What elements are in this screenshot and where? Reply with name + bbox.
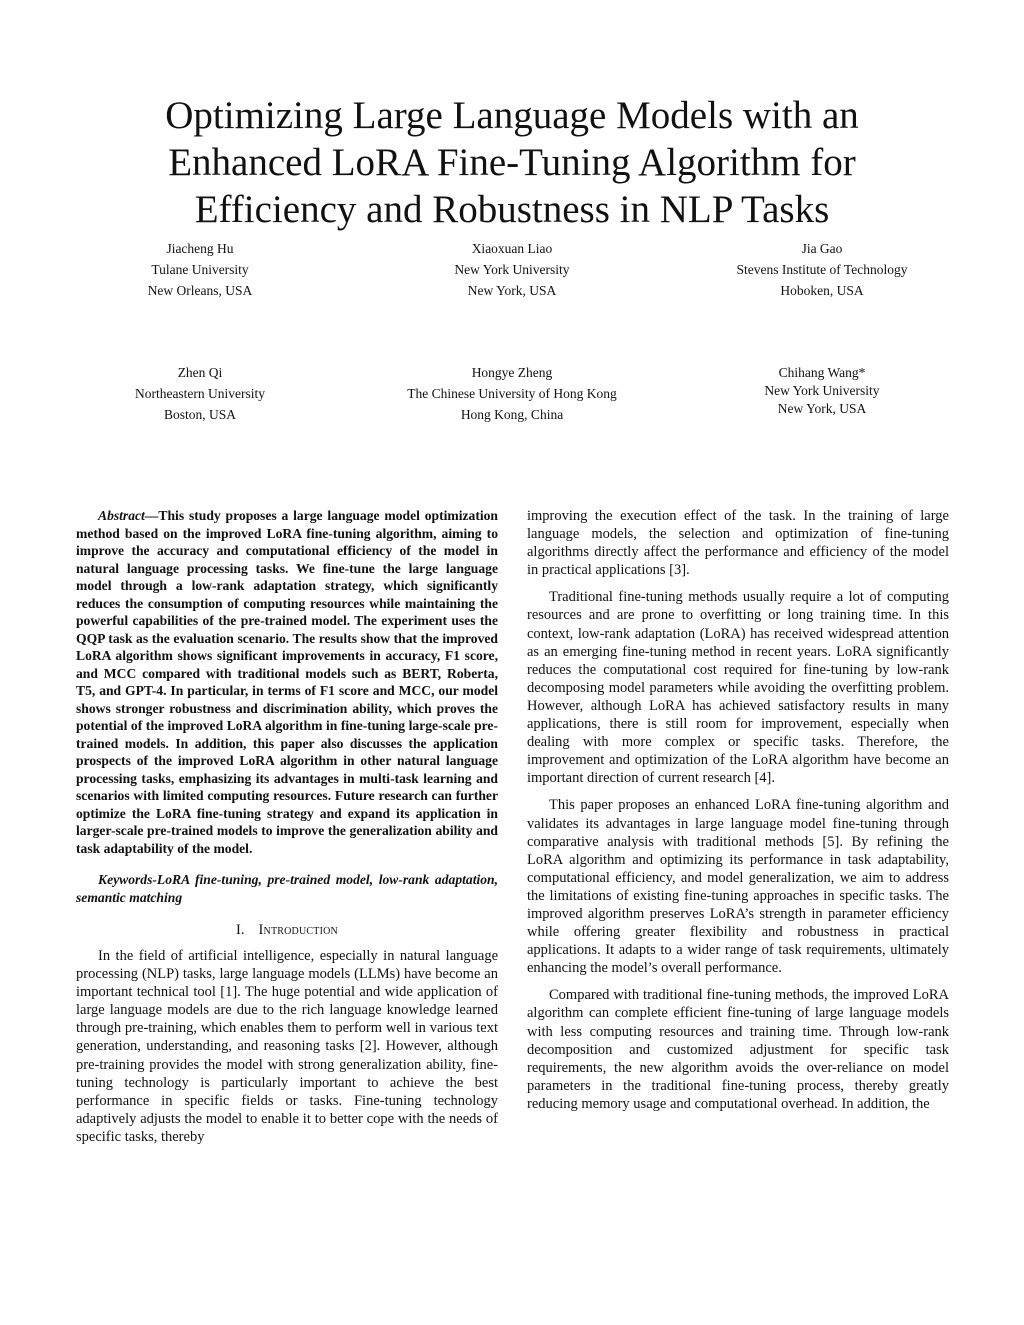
author-affiliation: Stevens Institute of Technology — [736, 262, 908, 277]
author-name: Jiacheng Hu — [166, 241, 234, 256]
author-block-3 — [692, 238, 952, 301]
author-name: Xiaoxuan Liao — [471, 241, 553, 256]
author-block-4 — [70, 362, 330, 425]
author-affiliation: New York University — [454, 262, 570, 277]
author-location: Hoboken, USA — [780, 283, 864, 298]
author-affiliation: Northeastern University — [134, 386, 266, 401]
body-paragraph: Compared with traditional fine-tuning methods, the improved LoRA algorithm can complete efficient fine-tuning of large language models with less computing resources and training time. Through low-rank decomposition and customized adjustment for specific task requirements, the new algorithm avoids the over-reliance on model parameters in the traditional fine-tuning process, thereby greatly reducing memory usage and computational overhead. In addition, the — [527, 987, 949, 1112]
author-block-1 — [70, 238, 330, 301]
keywords: Keywords-LoRA fine-tuning, pre-trained model, low-rank adaptation, semantic matching — [76, 872, 498, 905]
right-column — [527, 507, 949, 1113]
title-line: Optimizing Large Language Models with an — [165, 94, 859, 137]
title-line: Enhanced LoRA Fine-Tuning Algorithm for — [168, 141, 856, 184]
author-name: Chihang Wang* — [778, 365, 866, 380]
author-location: New York, USA — [467, 283, 557, 298]
author-affiliation: Tulane University — [151, 262, 249, 277]
body-paragraph: Traditional fine-tuning methods usually require a lot of computing resources and are prone to overfitting or long training time. In this context, low-rank adaptation (LoRA) has received widespread attention as an emerging fine-tuning method in recent years. LoRA significantly reduces the computational cost required for fine-tuning by low-rank decomposing model parameters while avoiding the overfitting problem. However, although LoRA has achieved satisfactory results in many applications, there is still room for improvement, especially when dealing with more complex or specific tasks. Therefore, the improvement and optimization of the LoRA algorithm have become an important direction of current research [4]. — [527, 589, 949, 787]
left-column — [76, 507, 498, 1146]
body-paragraph-continued: improving the execution effect of the task. In the training of large language models, the selection and optimization of fine-tuning algorithms directly affect the performance and efficiency of the model in practical applications [3]. — [527, 508, 949, 579]
author-block-2 — [382, 238, 642, 301]
title-line: Efficiency and Robustness in NLP Tasks — [194, 188, 830, 231]
author-location: New Orleans, USA — [147, 283, 253, 298]
section-number: I. — [236, 922, 245, 938]
paper-title — [100, 92, 924, 233]
abstract-lead: Abstract— — [98, 508, 159, 523]
author-location: Hong Kong, China — [460, 407, 564, 422]
body-paragraph: This paper proposes an enhanced LoRA fine-tuning algorithm and validates its advantages in large language model fine-tuning through comparative analysis with traditional methods [5]. By refining the LoRA algorithm and optimizing its performance in task adaptability, computational efficiency, and model generalization, we aim to address the limitations of existing fine-tuning approaches in specific tasks. The improved algorithm preserves LoRA’s strength in parameter efficiency while offering greater flexibility and robustness in practical applications. It adapts to a wider range of task requirements, ultimately enhancing the model’s overall performance. — [527, 797, 949, 977]
author-block-5 — [382, 362, 642, 425]
author-name: Hongye Zheng — [471, 365, 553, 380]
author-location: New York, USA — [777, 401, 867, 416]
author-name: Jia Gao — [801, 241, 843, 256]
author-location: Boston, USA — [163, 407, 236, 422]
abstract — [76, 507, 498, 857]
abstract-text: This study proposes a large language model optimization method based on the improved LoRA fine-tuning algorithm, aiming to improve the accuracy and computational efficiency of the model in natural language processing tasks. We fine-tune the large language model through a low-rank adaptation strategy, which significantly reduces the consumption of computing resources while maintaining the powerful capabilities of the pre-trained model. The experiment uses the QQP task as the evaluation scenario. The results show that the improved LoRA algorithm shows significant improvements in accuracy, F1 score, and MCC compared with traditional models such as BERT, Roberta, T5, and GPT-4. In particular, in terms of F1 score and MCC, our model shows stronger robustness and discrimination ability, which proves the potential of the improved LoRA algorithm in fine-tuning large-scale pre-trained models. In addition, this paper also discusses the application prospects of the improved LoRA algorithm in other natural language processing tasks, emphasizing its advantages in multi-task learning and scenarios with limited computing resources. Future research can further optimize the LoRA fine-tuning strategy and expand its application in larger-scale pre-trained models to improve the generalization ability and task adaptability of the model. — [76, 508, 498, 856]
author-affiliation: The Chinese University of Hong Kong — [407, 386, 617, 401]
section-heading — [76, 921, 498, 939]
author-block-6 — [692, 362, 952, 419]
author-name: Zhen Qi — [177, 365, 223, 380]
section-title: Introduction — [258, 922, 338, 938]
author-affiliation: New York University — [764, 383, 880, 398]
intro-paragraph: In the field of artificial intelligence, especially in natural language processing (NLP) tasks, large language models (LLMs) have become an important technical tool [1]. The huge potential and wide application of large language models are due to the rich language knowledge learned through pre-training, which enables them to perform well in various text generation, understanding, and reasoning tasks [2]. However, although pre-training provides the model with strong generalization ability, fine-tuning technology is particularly important to achieve the best performance in specific fields or tasks. Fine-tuning technology adaptively adjusts the model to enable it to better cope with the needs of specific tasks, thereby — [76, 948, 498, 1145]
